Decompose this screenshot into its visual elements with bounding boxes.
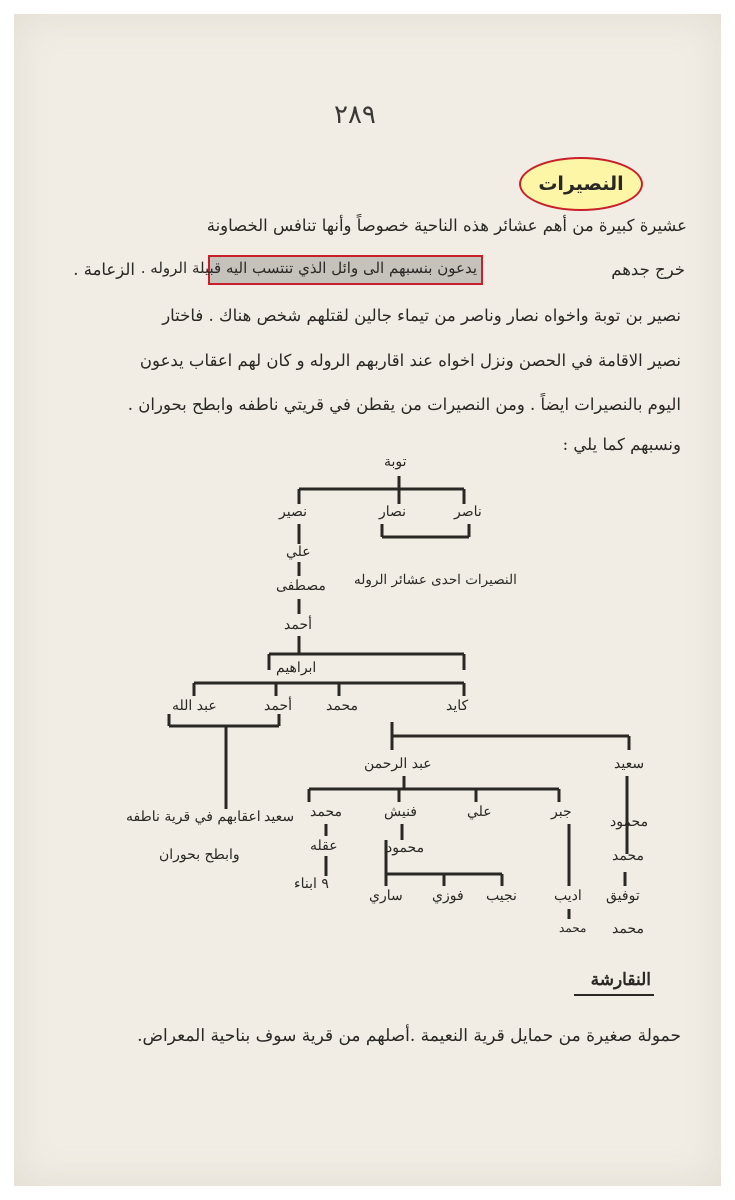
family-tree-lines [14, 14, 721, 1186]
tree-descendants-note: اعقابهم في قرية ناطفه [126, 809, 261, 825]
tree-sari: ساري [369, 888, 403, 904]
paragraph-line-6: ونسبهم كما يلي : [562, 435, 681, 454]
tree-child-nasser: ناصر [454, 504, 482, 520]
paragraph-line-5: اليوم بالنصيرات ايضاً . ومن النصيرات من يقطن في قريتي ناطفه وابطح بحوران . [127, 395, 681, 414]
page-number: ٢٨٩ [334, 100, 376, 130]
tree-najeeb: نجيب [486, 888, 517, 904]
tree-mustafa: مصطفى [276, 578, 326, 594]
tree-note: النصيرات احدى عشائر الروله [354, 572, 517, 588]
tree-ibrahim: ابراهيم [272, 660, 320, 676]
tree-root: توبة [384, 454, 407, 470]
tree-saeed-2: سعيد [264, 809, 295, 825]
section-2-underline [574, 994, 654, 996]
tree-mohammad-2: محمد [310, 804, 342, 820]
tree-kayed: كايد [446, 698, 469, 714]
section-2-text: حمولة صغيرة من حمايل قرية النعيمة .أصلهم من قرية سوف بناحية المعراض. [137, 1026, 681, 1046]
tree-mohammad-3: محمد [559, 921, 587, 935]
tree-adeeb: اديب [554, 888, 582, 904]
tree-tawfiq: توفيق [606, 888, 640, 904]
highlighted-sentence: يدعون بنسبهم الى وائل الذي تنتسب اليه قبيلة الروله . [140, 259, 477, 277]
tree-child-nassar: نصار [379, 504, 407, 520]
tree-mohammad: محمد [326, 698, 358, 714]
tree-mohammad-4: محمد [612, 848, 644, 864]
tree-ahmad-2: أحمد [264, 698, 292, 714]
paragraph-line-1: عشيرة كبيرة من أهم عشائر هذه الناحية خصوصاً وأنها تنافس الخصاونة [206, 216, 687, 235]
section-heading: النصيرات [538, 173, 624, 195]
tree-ali: علي [286, 544, 311, 560]
tree-abdulrahman: عبد الرحمن [364, 756, 432, 772]
tree-oqla: عقله [310, 838, 338, 854]
paragraph-line-2-start: الزعامة . [73, 260, 135, 279]
tree-mohammad-5: محمد [612, 921, 644, 937]
tree-saeed: سعيد [614, 756, 645, 772]
scanned-page [14, 14, 721, 1186]
tree-nine-sons: ٩ ابناء [294, 876, 329, 892]
tree-mahmoud-2: محمود [610, 814, 649, 830]
tree-descendants-note-2: وابطح بحوران [159, 847, 240, 863]
paragraph-line-3: نصير بن توبة واخواه نصار وناصر من تيماء جالين لقتلهم شخص هناك . فاختار [162, 306, 681, 325]
tree-ahmad: أحمد [284, 617, 312, 633]
tree-ali-2: علي [467, 804, 492, 820]
tree-mahmoud: محمود [386, 840, 425, 856]
tree-jabr: جبر [551, 804, 572, 820]
tree-fneish: فنيش [384, 804, 417, 820]
paragraph-line-2-end: خرج جدهم [611, 260, 685, 279]
section-2-heading: النقارشة [590, 970, 651, 990]
tree-child-naseer: نصير [279, 504, 307, 520]
paragraph-line-4: نصير الاقامة في الحصن ونزل اخواه عند اقاربهم الروله و كان لهم اعقاب يدعون [139, 351, 681, 370]
tree-abdullah: عبد الله [172, 698, 217, 714]
tree-fawzi: فوزي [432, 888, 464, 904]
